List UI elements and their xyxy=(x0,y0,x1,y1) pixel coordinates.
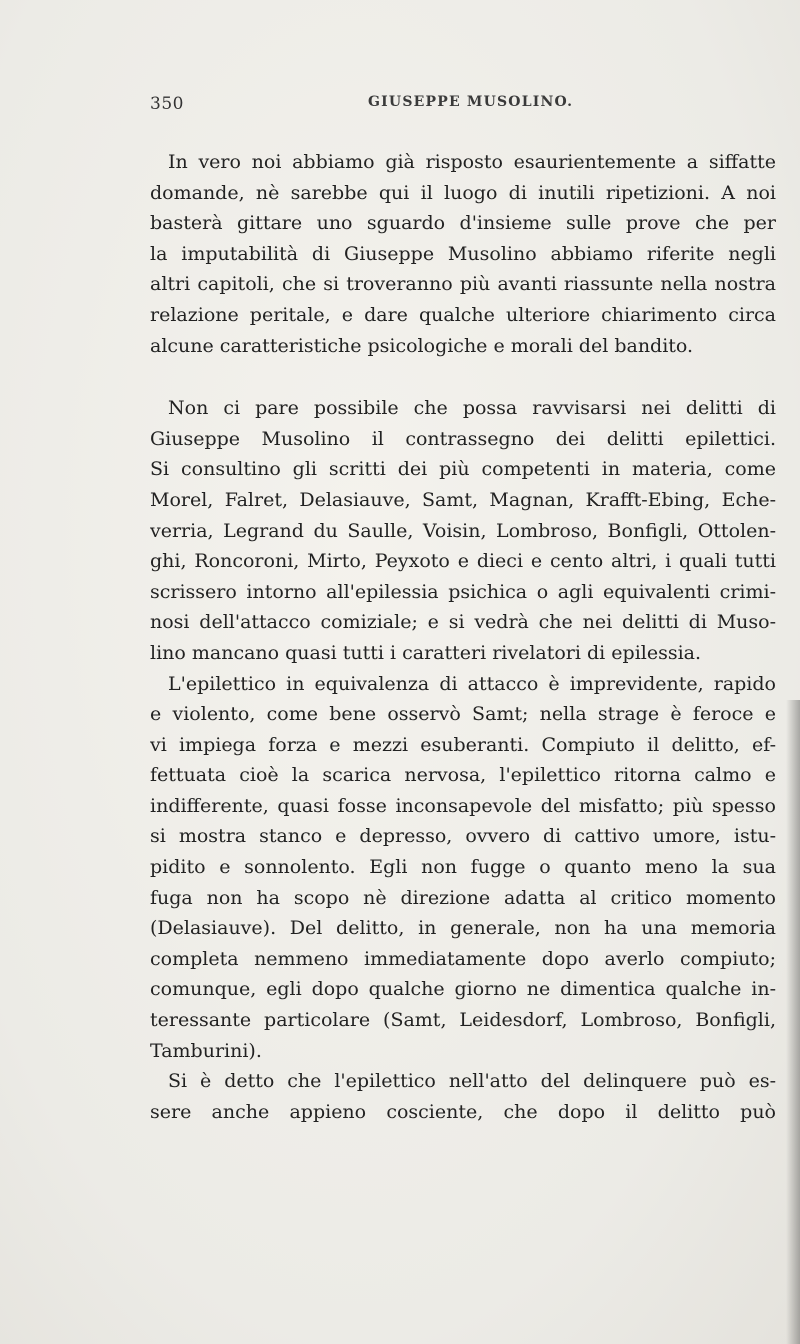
text-line: nosi dell'attacco comiziale; e si vedrà che nei delitti di Muso- xyxy=(150,611,776,634)
paragraph-gap xyxy=(150,361,776,393)
body-text xyxy=(150,147,776,1127)
text-line: la imputabilità di Giuseppe Musolino abbiamo riferite negli xyxy=(150,242,776,265)
text-line: Tamburini). xyxy=(150,1039,262,1062)
text-line: e violento, come bene osservò Samt; nella strage è feroce e xyxy=(150,703,776,726)
text-line: completa nemmeno immediatamente dopo averlo compiuto; xyxy=(150,947,776,970)
text-line: Si consultino gli scritti dei più competenti in materia, come xyxy=(150,458,776,481)
text-line: teressante particolare (Samt, Leidesdorf, Lombroso, Bonfigli, xyxy=(150,1009,776,1032)
page-header xyxy=(150,94,770,116)
text-line: relazione peritale, e dare qualche ulteriore chiarimento circa xyxy=(150,303,776,326)
text-line: scrissero intorno all'epilessia psichica o agli equivalenti crimi- xyxy=(150,580,776,603)
text-line: Si è detto che l'epilettico nell'atto del delinquere può es- xyxy=(168,1070,776,1093)
text-line: (Delasiauve). Del delitto, in generale, non ha una memoria xyxy=(150,917,776,940)
text-line: fettuata cioè la scarica nervosa, l'epilettico ritorna calmo e xyxy=(150,764,776,787)
paragraph-1 xyxy=(150,147,776,361)
text-line: basterà gittare uno sguardo d'insieme sulle prove che per xyxy=(150,212,776,235)
text-line: lino mancano quasi tutti i caratteri rivelatori di epilessia. xyxy=(150,641,702,664)
text-line: indifferente, quasi fosse inconsapevole del misfatto; più spesso xyxy=(150,794,776,817)
text-line: Morel, Falret, Delasiauve, Samt, Magnan, Krafft-Ebing, Eche- xyxy=(150,488,776,511)
text-line: si mostra stanco e depresso, ovvero di cattivo umore, istu- xyxy=(150,825,776,848)
paragraph-2 xyxy=(150,393,776,668)
text-line: fuga non ha scopo nè direzione adatta al critico momento xyxy=(150,886,776,909)
text-line: L'epilettico in equivalenza di attacco è imprevidente, rapido xyxy=(168,672,776,695)
text-line: altri capitoli, che si troveranno più avanti riassunte nella nostra xyxy=(150,273,776,296)
text-line: Giuseppe Musolino il contrassegno dei delitti epilettici. xyxy=(150,427,776,450)
text-line: vi impiega forza e mezzi esuberanti. Compiuto il delitto, ef- xyxy=(150,733,776,756)
text-line: Non ci pare possibile che possa ravvisarsi nei delitti di xyxy=(168,397,776,420)
running-title: GIUSEPPE MUSOLINO. xyxy=(368,94,574,110)
text-line: comunque, egli dopo qualche giorno ne dimentica qualche in- xyxy=(150,978,776,1001)
text-line: verria, Legrand du Saulle, Voisin, Lombroso, Bonfigli, Ottolen- xyxy=(150,519,776,542)
text-line: sere anche appieno cosciente, che dopo il delitto può xyxy=(150,1100,776,1123)
paragraph-3 xyxy=(150,669,776,1067)
text-line: domande, nè sarebbe qui il luogo di inutili ripetizioni. A noi xyxy=(150,181,776,204)
paragraph-4 xyxy=(150,1066,776,1127)
text-line: In vero noi abbiamo già risposto esaurientemente a siffatte xyxy=(168,151,776,173)
text-line: alcune caratteristiche psicologiche e morali del bandito. xyxy=(150,334,694,357)
page-edge-shadow xyxy=(786,700,800,1344)
text-line: ghi, Roncoroni, Mirto, Peyxoto e dieci e cento altri, i quali tutti xyxy=(150,550,776,573)
page-number: 350 xyxy=(150,94,184,114)
text-line: pidito e sonnolento. Egli non fugge o quanto meno la sua xyxy=(150,856,776,879)
